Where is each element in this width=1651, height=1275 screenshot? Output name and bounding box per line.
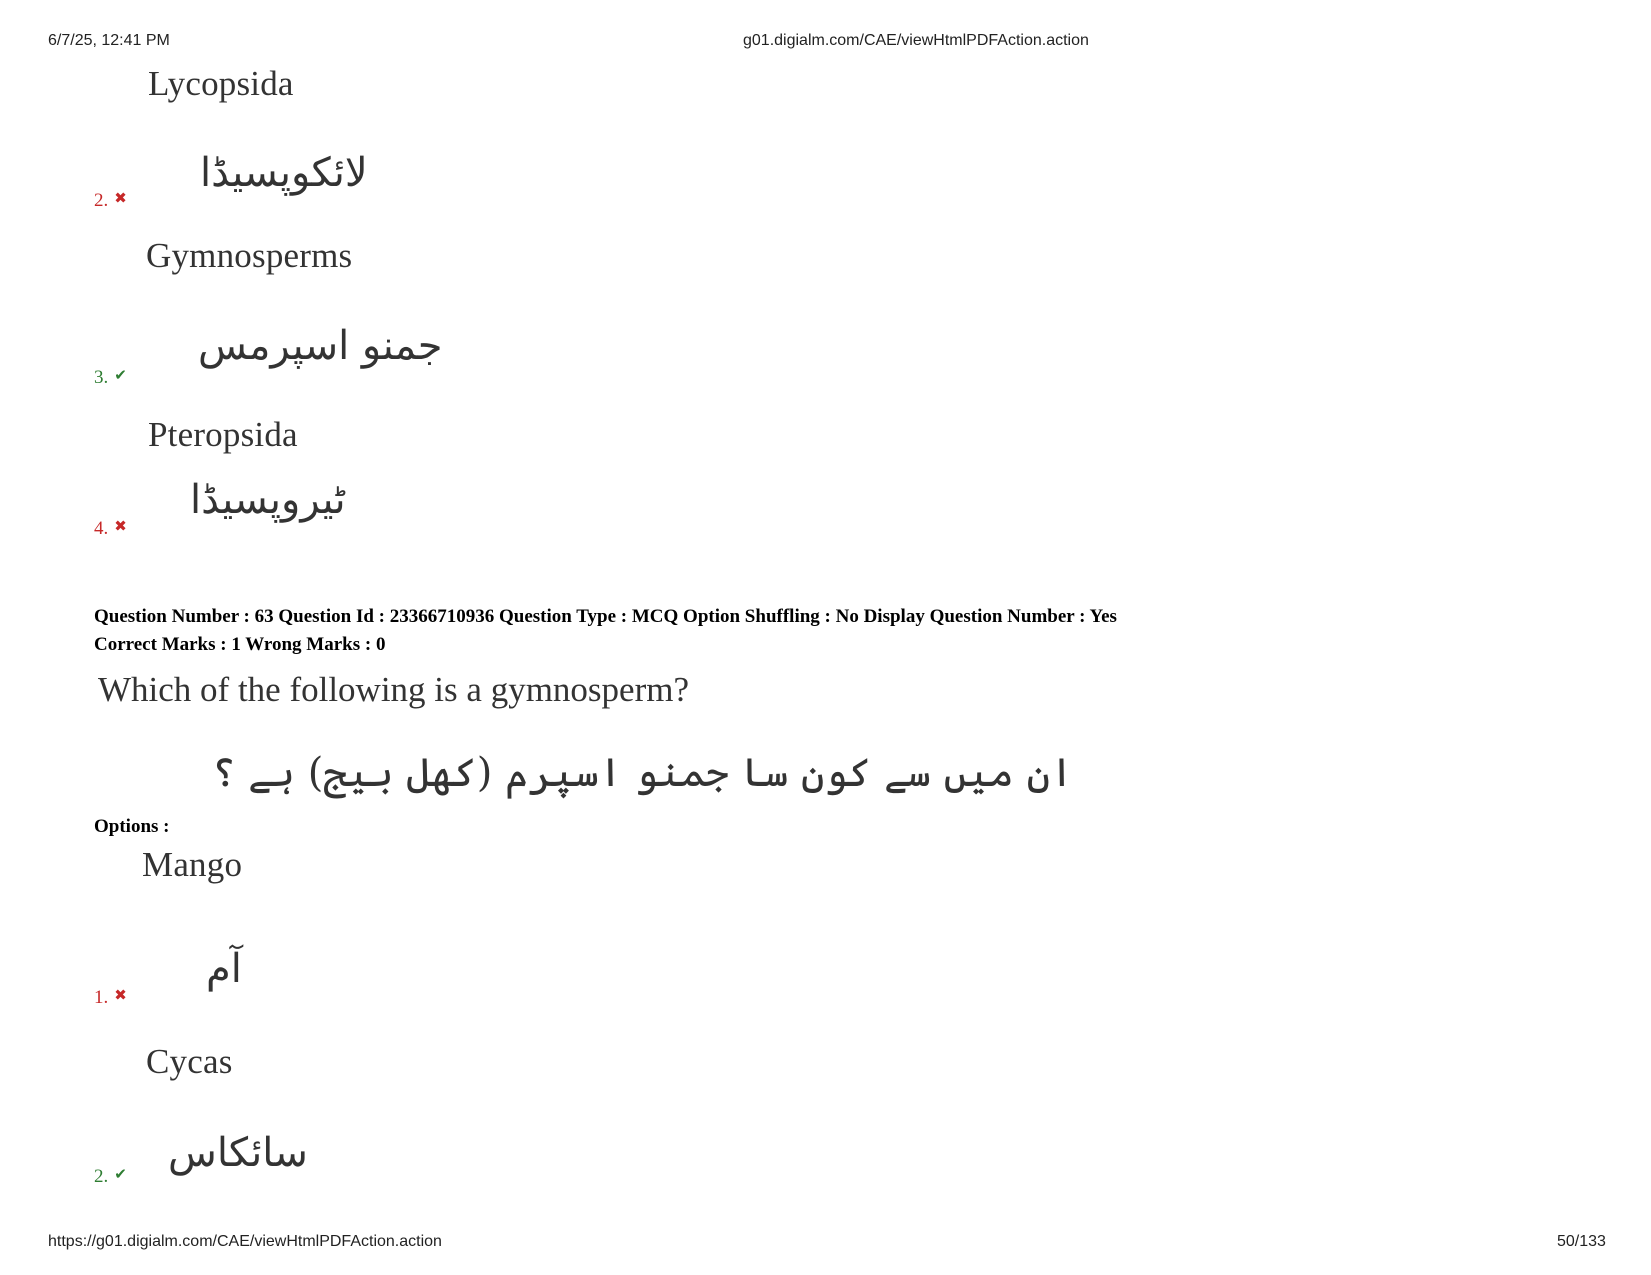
wrong-mark-icon: ✖ — [114, 988, 127, 1004]
option-text-english: Cycas — [146, 1042, 233, 1081]
option-text-english: Lycopsida — [148, 64, 294, 103]
check-mark-icon: ✔ — [114, 368, 127, 384]
wrong-mark-icon: ✖ — [114, 519, 127, 535]
option-text-urdu: لائکوپسیڈا — [200, 150, 368, 196]
option-text-english: Pteropsida — [148, 415, 298, 454]
option-text-urdu: آم — [206, 946, 242, 992]
option-text-urdu: سائکاس — [168, 1130, 308, 1176]
option-number: 3. ✔ — [94, 367, 127, 388]
option-text-urdu: جمنو اسپرمس — [198, 323, 443, 369]
option-number: 1. ✖ — [94, 987, 127, 1008]
wrong-mark-icon: ✖ — [114, 191, 127, 207]
check-mark-icon: ✔ — [114, 1167, 127, 1183]
question-marks: Correct Marks : 1 Wrong Marks : 0 — [94, 634, 386, 655]
question-meta: Question Number : 63 Question Id : 23366710936 Question Type : MCQ Option Shuffling : No Display Question Number : Yes — [94, 606, 1117, 627]
option-number: 2. ✖ — [94, 190, 127, 211]
print-url-footer: https://g01.digialm.com/CAE/viewHtmlPDFAction.action — [48, 1233, 442, 1250]
option-number: 2. ✔ — [94, 1166, 127, 1187]
option-number: 4. ✖ — [94, 518, 127, 539]
option-text-english: Mango — [142, 845, 243, 884]
option-text-english: Gymnosperms — [146, 236, 353, 275]
question-text-urdu: ان میں سے کون سا جمنو اسپرم (کھل بیج) ہے ؟ — [212, 750, 1074, 796]
options-label: Options : — [94, 816, 170, 837]
option-text-urdu: ٹیروپسیڈا — [190, 477, 346, 523]
print-url-header: g01.digialm.com/CAE/viewHtmlPDFAction.action — [743, 32, 1089, 49]
question-text-english: Which of the following is a gymnosperm? — [98, 670, 689, 709]
page-number: 50/133 — [1557, 1233, 1606, 1250]
print-datetime: 6/7/25, 12:41 PM — [48, 32, 170, 49]
